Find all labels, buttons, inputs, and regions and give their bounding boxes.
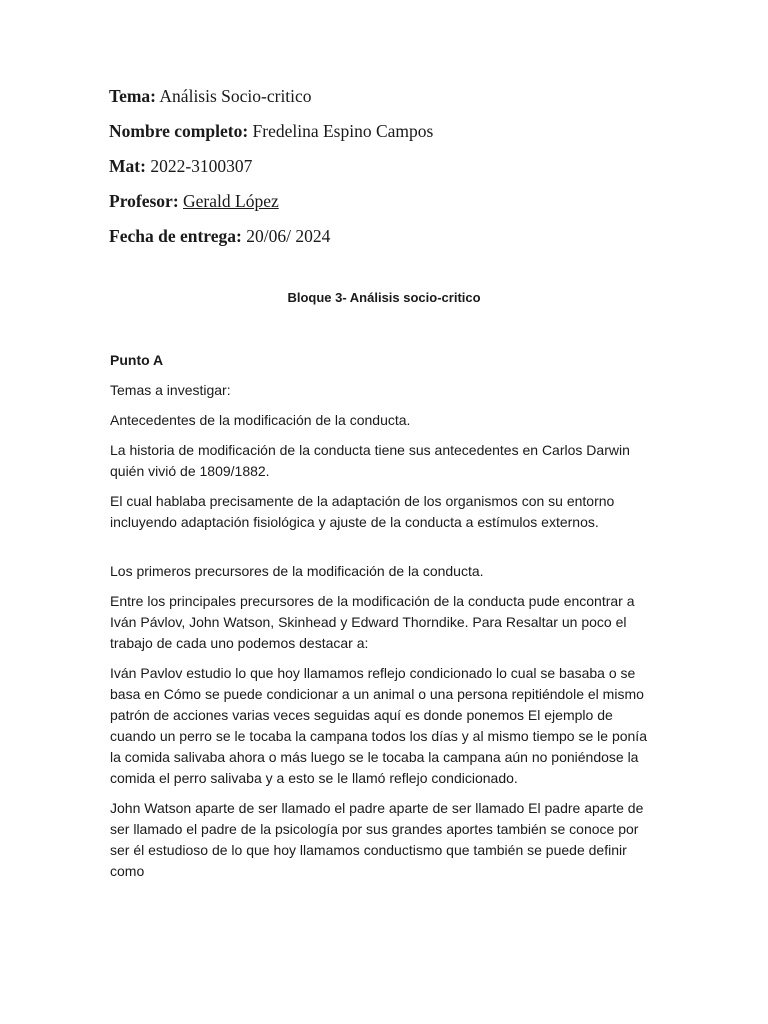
profesor-line [109, 189, 709, 213]
antecedentes-heading: Antecedentes de la modificación de la conducta. [110, 412, 411, 428]
nombre-value: Fredelina Espino Campos [252, 121, 434, 141]
tema-line [109, 84, 709, 108]
tema-label: Tema: [109, 86, 156, 106]
mat-line [109, 154, 709, 178]
fecha-label: Fecha de entrega: [109, 226, 242, 246]
paragraph-watson: John Watson aparte de ser llamado el padre aparte de ser llamado El padre aparte de ser llamado el padre de la psicología por sus grandes aportes también se conoce por ser él estudioso de lo que hoy llamamos conductismo que también se puede definir como [110, 800, 644, 879]
temas-label: Temas a investigar: [110, 382, 231, 398]
punto-heading: Punto A [110, 352, 164, 368]
precursores-heading: Los primeros precursores de la modificación de la conducta. [110, 563, 484, 579]
profesor-value: Gerald López [183, 191, 279, 211]
mat-value: 2022-3100307 [150, 156, 253, 176]
document-header [109, 84, 709, 259]
block-title: Bloque 3- Análisis socio-critico [287, 290, 481, 305]
paragraph-adaptacion: El cual hablaba precisamente de la adaptación de los organismos con su entorno incluyendo adaptación fisiológica y ajuste de la conducta a estímulos externos. [110, 493, 615, 530]
nombre-line [109, 119, 709, 143]
fecha-line [109, 224, 709, 248]
document-body [110, 350, 658, 891]
fecha-value: 20/06/ 2024 [246, 226, 331, 246]
profesor-label: Profesor: [109, 191, 179, 211]
paragraph-darwin: La historia de modificación de la conducta tiene sus antecedentes en Carlos Darwin quién vivió de 1809/1882. [110, 442, 630, 479]
paragraph-pavlov: Iván Pavlov estudio lo que hoy llamamos reflejo condicionado lo cual se basaba o se basa en Cómo se puede condicionar a un animal o una persona repitiéndole el mismo patrón de acciones varias veces seguidas aquí es donde ponemos El ejemplo de cuando un perro se le tocaba la campana todos los días y al mismo tiempo se le ponía la comida salivaba ahora o más luego se le tocaba la campana aún no poniéndose la comida el perro salivaba y a esto se le llamó reflejo condicionado. [110, 665, 647, 786]
tema-value: Análisis Socio-critico [159, 86, 312, 106]
mat-label: Mat: [109, 156, 146, 176]
paragraph-precursores: Entre los principales precursores de la modificación de la conducta pude encontrar a Iván Pávlov, John Watson, Skinhead y Edward Thorndike. Para Resaltar un poco el trabajo de cada uno podemos destacar a: [110, 593, 635, 651]
nombre-label: Nombre completo: [109, 121, 249, 141]
